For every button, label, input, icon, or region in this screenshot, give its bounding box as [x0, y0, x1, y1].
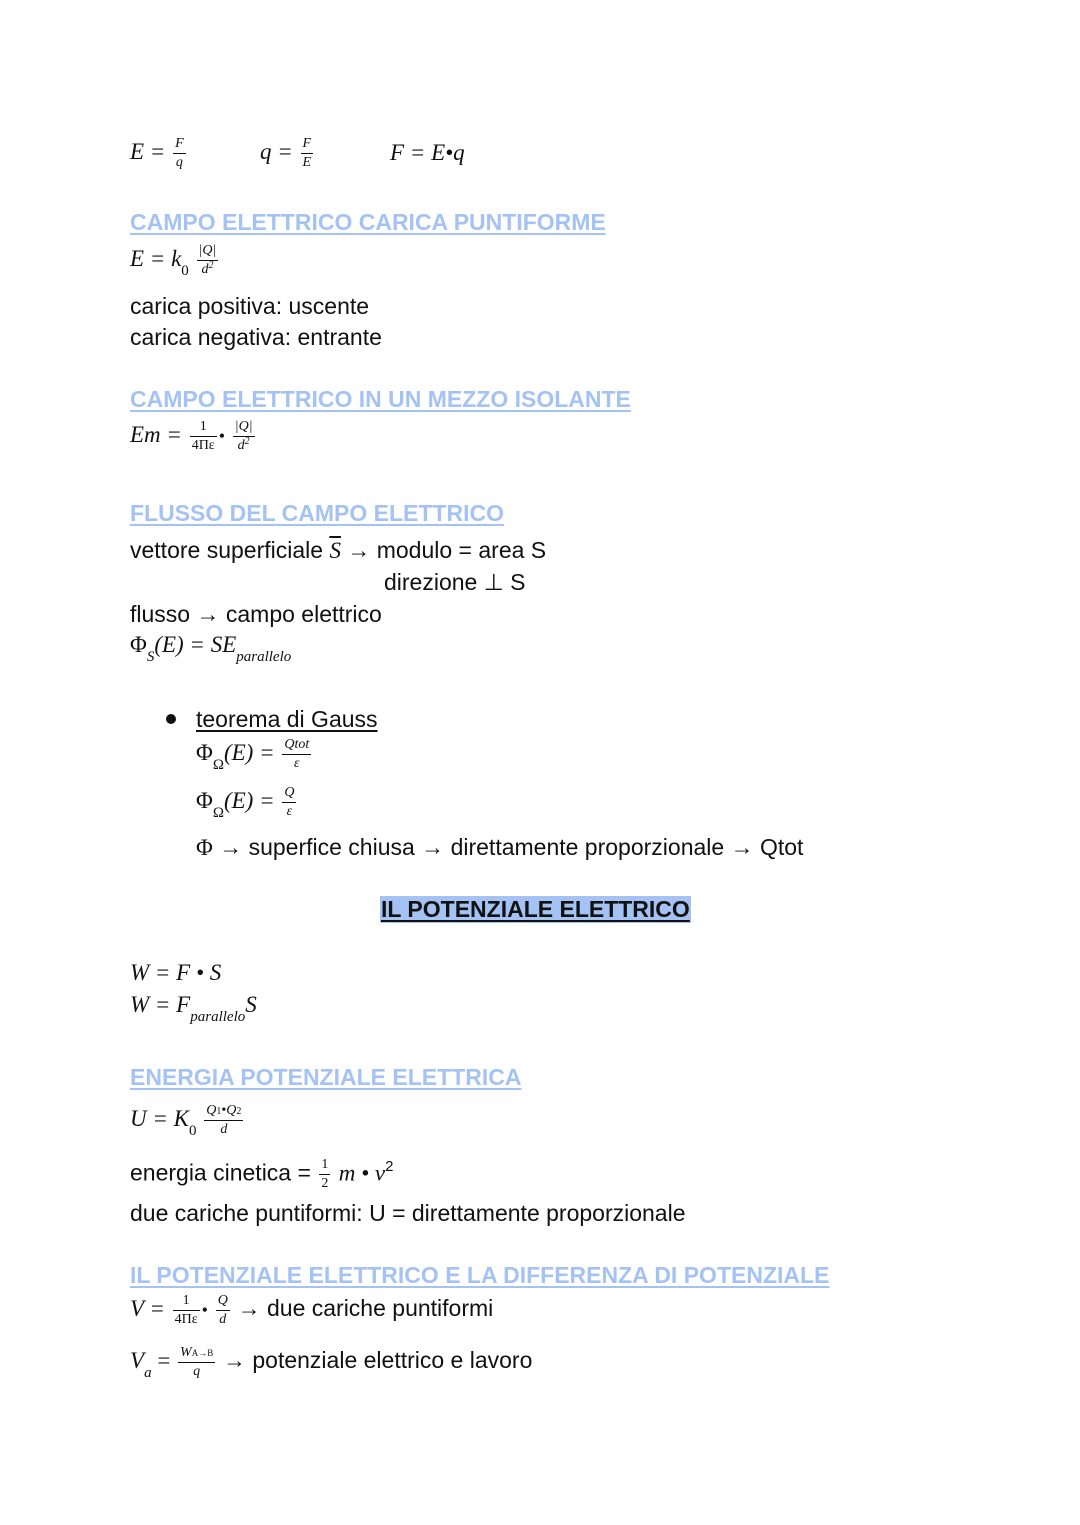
- dot-operator: •: [221, 1103, 227, 1118]
- denominator: 4Πε: [174, 1312, 198, 1327]
- formula-text: (E) = SE: [154, 632, 237, 657]
- denominator: ε: [286, 804, 293, 819]
- formula-text: U = K: [130, 1105, 189, 1131]
- charge-q1: Q: [206, 1103, 217, 1118]
- formula-text: V =: [130, 1295, 165, 1321]
- dot-operator: •: [218, 425, 225, 446]
- superscript: 2: [244, 436, 250, 447]
- formula-text: (E) =: [223, 787, 275, 813]
- denominator: d: [219, 1312, 227, 1327]
- superscript: 2: [385, 1157, 394, 1175]
- text-direzione: direzione ⊥ S: [384, 569, 526, 595]
- heading-flusso-campo: FLUSSO DEL CAMPO ELETTRICO: [130, 500, 504, 526]
- superscript: 2: [208, 260, 214, 271]
- vector-s: $\overline{S}$: [329, 538, 341, 563]
- subscript: Ω: [212, 804, 224, 821]
- phi-symbol: Φ: [130, 632, 147, 657]
- formula-q-f-over-e: [260, 137, 315, 170]
- work-w: W: [180, 1345, 192, 1360]
- fraction: [178, 1346, 215, 1379]
- text-vettore-superficiale: [130, 537, 546, 564]
- heading-energia-potenziale: ENERGIA POTENZIALE ELETTRICA: [130, 1064, 522, 1090]
- numerator: F: [173, 137, 186, 154]
- numerator: 1: [173, 1294, 200, 1311]
- fraction: [319, 1158, 330, 1191]
- formula-text: S: [245, 992, 257, 1017]
- text-due-cariche-puntiformi: → due cariche puntiformi: [237, 1294, 494, 1321]
- text-proporzionale: → superfice chiusa → direttamente proporzionale → Qtot: [219, 834, 804, 860]
- formula-campo-mezzo-isolante: [130, 420, 257, 453]
- subscript: 2: [236, 1106, 242, 1117]
- formula-text: m • v: [338, 1160, 386, 1186]
- dot-operator: •: [201, 1299, 208, 1320]
- heading-campo-mezzo-isolante: CAMPO ELETTRICO IN UN MEZZO ISOLANTE: [130, 386, 631, 412]
- denominator: ε: [294, 756, 300, 771]
- formula-f-e-q: F = E•q: [390, 140, 465, 165]
- denominator: q: [193, 1364, 201, 1379]
- text-due-cariche: due cariche puntiformi: U = direttamente proporzionale: [130, 1200, 686, 1226]
- subscript: A→B: [191, 1348, 214, 1358]
- formula-text: E = k: [130, 245, 182, 271]
- formula-gauss-q: [196, 786, 298, 819]
- heading-campo-carica-puntiforme: CAMPO ELETTRICO CARICA PUNTIFORME: [130, 209, 606, 235]
- page-title: IL POTENZIALE ELETTRICO: [381, 896, 690, 922]
- numerator: [178, 1346, 215, 1363]
- numerator: |Q|: [197, 244, 219, 261]
- numerator: |Q|: [233, 420, 255, 437]
- equals-sign: =: [157, 1347, 171, 1373]
- subscript: parallelo: [236, 649, 292, 665]
- denominator: E: [302, 155, 312, 170]
- formula-potenziale-lavoro: [130, 1346, 532, 1379]
- subscript: 0: [181, 262, 189, 279]
- denominator: 2: [321, 1176, 329, 1191]
- numerator: Qtot: [282, 738, 311, 755]
- formula-campo-puntiforme: [130, 244, 220, 277]
- text-flusso-campo: flusso → campo elettrico: [130, 601, 382, 627]
- formula-lavoro: W = F • S: [130, 960, 222, 985]
- phi-symbol: Φ: [196, 835, 213, 860]
- formula-e-f-over-q: [130, 137, 188, 170]
- subscript: parallelo: [190, 1009, 246, 1025]
- denominator-base: d: [237, 438, 245, 453]
- numerator: 1: [190, 420, 217, 437]
- formula-text: E =: [130, 138, 166, 164]
- fraction: [216, 1294, 230, 1327]
- subscript: a: [144, 1364, 152, 1381]
- fraction: [301, 137, 314, 170]
- formula-text: (E) =: [223, 739, 275, 765]
- text-carica-positiva: carica positiva: uscente: [130, 293, 370, 319]
- subscript: 0: [188, 1122, 197, 1139]
- denominator-base: d: [201, 262, 209, 277]
- bullet-icon: [166, 714, 176, 724]
- formula-energia-potenziale: [130, 1104, 245, 1137]
- denominator: q: [175, 155, 183, 170]
- formula-gauss-qtot: [196, 738, 313, 771]
- numerator: F: [301, 137, 314, 154]
- formula-lavoro-parallelo: [130, 992, 257, 1025]
- fraction: [190, 420, 217, 453]
- fraction: [282, 738, 311, 771]
- formula-text: Em =: [130, 421, 182, 447]
- denominator: d: [220, 1122, 228, 1137]
- subscript: S: [146, 649, 155, 665]
- text-teorema-gauss: teorema di Gauss: [196, 706, 378, 732]
- charge-q2: Q: [226, 1103, 237, 1118]
- numerator: 1: [319, 1158, 330, 1175]
- subscript: 1: [216, 1106, 222, 1117]
- text-energia-cinetica: [130, 1158, 393, 1191]
- text-label: energia cinetica =: [130, 1159, 311, 1186]
- fraction: [197, 244, 219, 277]
- text-modulo: → modulo = area S: [347, 537, 547, 563]
- text-superfice-chiusa: [196, 834, 803, 861]
- formula-potenziale: [130, 1294, 493, 1327]
- formula-text: W = F: [130, 992, 191, 1017]
- denominator: [197, 261, 219, 277]
- denominator: [233, 437, 255, 453]
- formula-text: V: [130, 1347, 145, 1373]
- fraction: [204, 1104, 243, 1137]
- fraction: [173, 1294, 200, 1327]
- numerator: [204, 1104, 243, 1121]
- fraction: [233, 420, 255, 453]
- text-carica-negativa: carica negativa: entrante: [130, 324, 382, 350]
- fraction: [282, 786, 296, 819]
- fraction: [173, 137, 186, 170]
- text-label: vettore superficiale: [130, 537, 324, 563]
- phi-symbol: Φ: [196, 739, 213, 765]
- subscript: Ω: [212, 756, 224, 773]
- formula-text: q =: [260, 138, 293, 164]
- numerator: Q: [216, 1294, 230, 1311]
- phi-symbol: Φ: [196, 787, 213, 813]
- denominator: 4Πε: [191, 438, 215, 453]
- numerator: Q: [282, 786, 296, 803]
- text-potenziale-lavoro: → potenziale elettrico e lavoro: [222, 1346, 533, 1373]
- heading-potenziale-differenza: IL POTENZIALE ELETTRICO E LA DIFFERENZA DI POTENZIALE: [130, 1262, 830, 1288]
- formula-flusso: [130, 632, 292, 665]
